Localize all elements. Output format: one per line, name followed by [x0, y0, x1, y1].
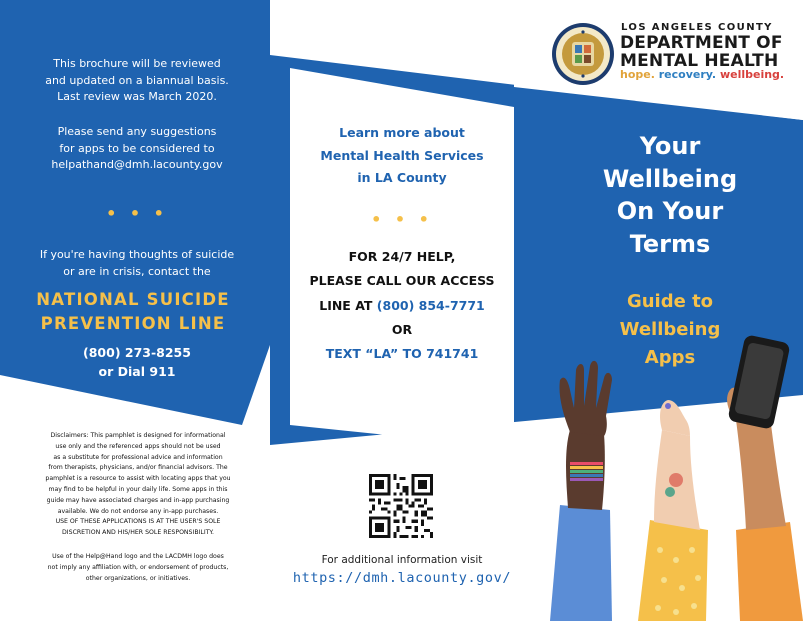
- middle-divider: • • •: [371, 210, 433, 229]
- title-line: Wellbeing: [602, 164, 738, 193]
- suggestion-email[interactable]: helpathand@dmh.lacounty.gov: [51, 158, 223, 171]
- hotline-phone[interactable]: (800) 273-8255: [83, 345, 191, 360]
- qr-code-icon[interactable]: [369, 474, 433, 538]
- review-line: and updated on a biannual basis.: [45, 73, 229, 87]
- logo-disclaimer-line: other organizations, or initiatives.: [85, 574, 191, 582]
- suggestion-line: for apps to be considered to: [59, 141, 215, 155]
- logo-dept-line: MENTAL HEALTH: [620, 51, 779, 71]
- suggestion-line: Please send any suggestions: [57, 125, 217, 138]
- hotline-title: [2, 288, 264, 336]
- help-line: PLEASE CALL OUR ACCESS: [309, 273, 495, 289]
- disclaimer-line: DISCRETION AND HIS/HER SOLE RESPONSIBILITY.: [62, 529, 214, 537]
- suggestion-note: [12, 124, 262, 174]
- tagline-recovery: recovery.: [658, 68, 717, 81]
- access-phone[interactable]: (800) 854-7771: [376, 297, 485, 313]
- county-seal-icon: [551, 22, 615, 86]
- disclaimer-line: use only and the referenced apps should not be used: [55, 442, 221, 450]
- visit-note: For additional information visit: [321, 554, 483, 566]
- logo-tagline: [620, 68, 784, 81]
- disclaimer-line: as a substitute for professional advice and information: [53, 453, 223, 461]
- hotline-title-line: NATIONAL SUICIDE: [36, 290, 230, 309]
- crisis-line: If you're having thoughts of suicide: [39, 248, 235, 261]
- hotline-title-line: PREVENTION LINE: [40, 314, 226, 333]
- logo-department: [620, 34, 783, 70]
- tagline-wellbeing: wellbeing.: [719, 68, 785, 81]
- access-help: [292, 245, 512, 366]
- raised-hands-illustration: [540, 330, 803, 621]
- disclaimer-line: guide may have associated charges and in-app purchasing: [46, 496, 230, 504]
- help-line-prefix: LINE AT: [319, 297, 377, 313]
- tagline-hope: hope.: [620, 68, 655, 81]
- disclaimer-line: USE OF THESE APPLICATIONS IS AT THE USER'S SOLE: [55, 518, 221, 526]
- logo-county: LOS ANGELES COUNTY: [621, 22, 773, 33]
- review-line: This brochure will be reviewed: [53, 57, 221, 70]
- learn-more-line: Mental Health Services: [320, 147, 484, 163]
- crisis-line: or are in crisis, contact the: [63, 264, 211, 278]
- website-link[interactable]: https://dmh.lacounty.gov/: [292, 570, 512, 586]
- logo-disclaimer-line: not imply any affiliation with, or endorsement of products,: [47, 563, 229, 571]
- title-line: On Your: [616, 197, 724, 225]
- crisis-note: [12, 247, 262, 280]
- review-note: [12, 56, 262, 106]
- disclaimer-line: pamphlet is a resource to assist with locating apps that you: [45, 475, 231, 483]
- hotline-contact: [12, 344, 262, 381]
- logo-disclaimer: [22, 552, 254, 584]
- disclaimer: [22, 431, 254, 539]
- subtitle-line: Guide to: [626, 291, 714, 312]
- logo-dept-line: DEPARTMENT OF: [620, 33, 783, 53]
- subtitle-line: Apps: [644, 347, 696, 368]
- left-divider: • • •: [106, 204, 168, 223]
- text-line[interactable]: TEXT “LA” TO 741741: [325, 346, 479, 362]
- hotline-alt: or Dial 911: [98, 363, 176, 379]
- subtitle-line: Wellbeing: [619, 319, 721, 340]
- disclaimer-line: Disclaimers: This pamphlet is designed for informational: [50, 432, 226, 439]
- help-line: [292, 294, 512, 318]
- disclaimer-line: available. We do not endorse any in-app purchases.: [57, 507, 219, 515]
- title-line: Your: [639, 132, 701, 160]
- or-label: OR: [391, 321, 413, 337]
- logo-disclaimer-line: Use of the Help@Hand logo and the LACDMH logo does: [52, 553, 224, 560]
- learn-more: [292, 122, 512, 190]
- review-line: Last review was March 2020.: [57, 90, 217, 103]
- learn-more-line: Learn more about: [339, 125, 465, 140]
- brochure-title: [560, 130, 780, 260]
- title-line: Terms: [629, 229, 711, 258]
- disclaimer-line: may find to be helpful in your daily life. Some apps in this: [48, 485, 228, 493]
- learn-more-line: in LA County: [357, 170, 447, 185]
- disclaimer-line: from therapists, physicians, and/or financial advisors. The: [48, 464, 228, 472]
- help-line: FOR 24/7 HELP,: [348, 249, 456, 264]
